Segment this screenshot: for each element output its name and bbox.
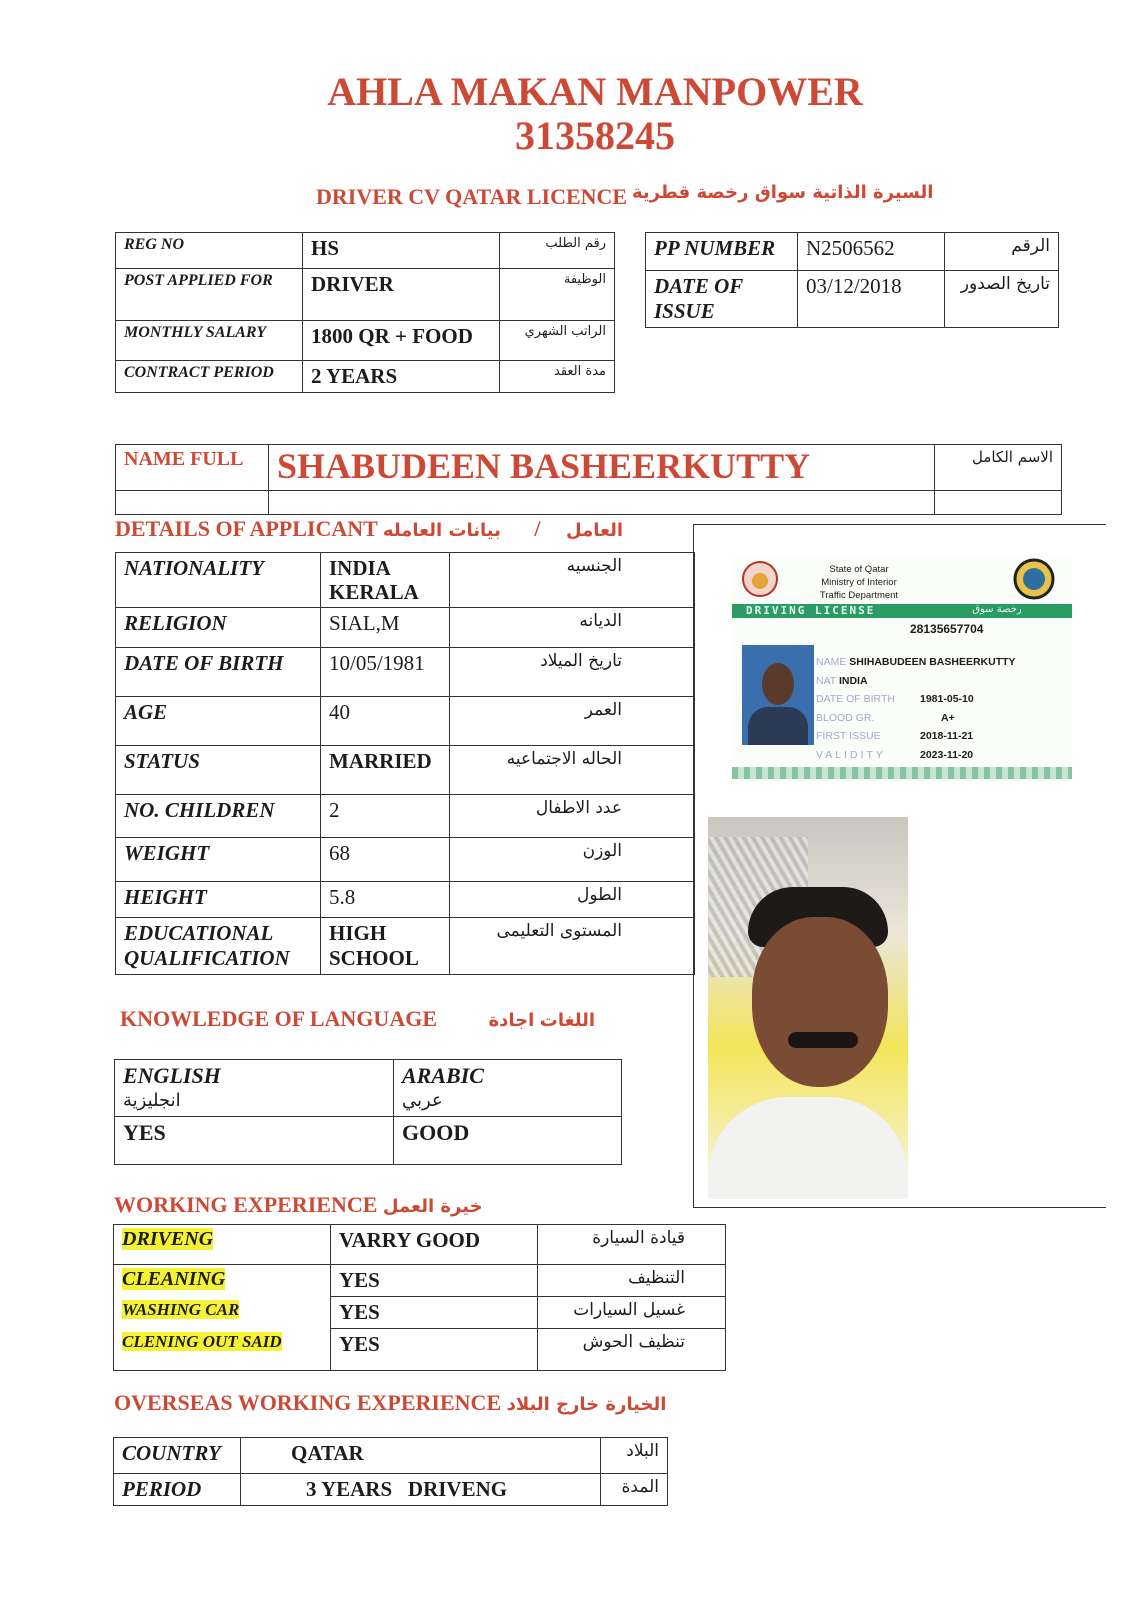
work-ar: قيادة السيارة (538, 1225, 726, 1265)
license-issue: 2018-11-21 (920, 730, 974, 742)
details-ar: الحاله الاجتماعيه (450, 746, 695, 795)
work-ar: غسيل السيارات (538, 1297, 726, 1329)
details-label: NATIONALITY (116, 553, 321, 608)
lang-english-value: YES (115, 1117, 394, 1165)
name-ar: الاسم الكامل (935, 445, 1062, 491)
details-heading-ar2: بيانات العامله (382, 520, 501, 541)
details-value: SIAL,M (321, 608, 450, 648)
details-ar: عدد الاطفال (450, 795, 695, 838)
details-heading (115, 516, 623, 542)
details-label: HEIGHT (116, 882, 321, 918)
license-blood-label: BLOOD GR. (816, 711, 875, 724)
work-skill (114, 1225, 331, 1265)
job-label: POST APPLIED FOR (116, 269, 303, 321)
driving-license-card (732, 555, 1072, 783)
work-ar: تنظيف الحوش (538, 1329, 726, 1371)
license-name-label: NAME (816, 656, 847, 668)
job-table (115, 232, 615, 393)
license-number: 28135657704 (910, 622, 984, 636)
details-label: RELIGION (116, 608, 321, 648)
details-label: DATE OF BIRTH (116, 648, 321, 697)
job-value: 2 YEARS (303, 361, 500, 393)
overseas-heading (114, 1390, 666, 1416)
details-value: MARRIED (321, 746, 450, 795)
license-state: State of Qatar (829, 564, 889, 575)
pp-ar: الرقم (945, 233, 1059, 271)
license-band-label: DRIVING LICENSE (746, 604, 876, 617)
language-table (114, 1059, 622, 1165)
overseas-label: PERIOD (114, 1474, 241, 1506)
details-heading-en: DETAILS OF APPLICANT (115, 516, 378, 541)
name-label: NAME FULL (116, 445, 269, 491)
company-name: AHLA MAKAN MANPOWER (327, 69, 863, 114)
details-value: 10/05/1981 (321, 648, 450, 697)
details-value: 68 (321, 838, 450, 882)
work-skill-label: DRIVENG (122, 1228, 214, 1250)
job-label: REG NO (116, 233, 303, 269)
license-photo (742, 645, 814, 745)
lang-arabic-value: GOOD (394, 1117, 622, 1165)
details-value: INDIA KERALA (321, 553, 450, 608)
license-dept: Traffic Department (819, 590, 899, 601)
details-ar: تاريخ الميلاد (450, 648, 695, 697)
work-table (113, 1224, 726, 1371)
details-value: HIGH SCHOOL (321, 918, 450, 975)
details-label: WEIGHT (116, 838, 321, 882)
job-value: 1800 QR + FOOD (303, 321, 500, 361)
pp-value: 03/12/2018 (798, 271, 945, 328)
license-issue-label: FIRST ISSUE (816, 730, 881, 742)
license-ministry: Ministry of Interior (821, 577, 897, 588)
work-skill-label: WASHING CAR (122, 1299, 240, 1319)
overseas-ar: البلاد (601, 1438, 668, 1474)
lang-english-ar: انجليزية (123, 1090, 181, 1111)
overseas-table (113, 1437, 668, 1506)
details-value: 40 (321, 697, 450, 746)
license-nat-label: NAT (816, 674, 837, 687)
language-heading (120, 1006, 595, 1032)
language-heading-en: KNOWLEDGE OF LANGUAGE (120, 1006, 437, 1031)
pp-ar: تاريخ الصدور (945, 271, 1059, 328)
overseas-value: QATAR (241, 1438, 601, 1474)
lang-arabic-head (394, 1060, 622, 1117)
work-heading-ar: خيرة العمل (382, 1196, 483, 1217)
work-heading (114, 1192, 483, 1218)
language-heading-ar: اللغات (539, 1010, 596, 1031)
job-ar: الوظيفة (500, 269, 615, 321)
license-band-ar: رخصة سوق (972, 604, 1022, 615)
details-ar: العمر (450, 697, 695, 746)
work-value: YES (331, 1265, 538, 1297)
details-ar: الديانه (450, 608, 695, 648)
work-skill-label: CLENING OUT SAID (122, 1331, 282, 1351)
name-table (115, 444, 1062, 515)
job-label: CONTRACT PERIOD (116, 361, 303, 393)
applicant-name: SHABUDEEN BASHEERKUTTY (269, 445, 935, 491)
job-ar: رقم الطلب (500, 233, 615, 269)
job-ar: الراتب الشهري (500, 321, 615, 361)
job-value: DRIVER (303, 269, 500, 321)
license-bottom-band (732, 767, 1072, 779)
lang-english-head (115, 1060, 394, 1117)
details-label: NO. CHILDREN (116, 795, 321, 838)
overseas-heading-en: OVERSEAS WORKING EXPERIENCE (114, 1390, 502, 1415)
job-ar: مدة العقد (500, 361, 615, 393)
company-phone: 31358245 (515, 113, 675, 158)
lang-english-label: ENGLISH (123, 1063, 221, 1088)
license-validity-label: VALIDITY (816, 748, 886, 761)
details-ar: المستوى التعليمى (450, 918, 695, 975)
details-heading-sep: / (534, 516, 541, 541)
work-heading-en: WORKING EXPERIENCE (114, 1192, 378, 1217)
overseas-label: COUNTRY (114, 1438, 241, 1474)
work-value: YES (331, 1297, 538, 1329)
work-skill-label: CLEANING (122, 1268, 226, 1290)
work-skill (114, 1265, 331, 1297)
pp-value: N2506562 (798, 233, 945, 271)
overseas-value: 3 YEARS DRIVENG (241, 1474, 601, 1506)
license-validity: 2023-11-20 (920, 748, 974, 761)
pp-label: PP NUMBER (646, 233, 798, 271)
details-heading-ar1: العامل (566, 520, 624, 541)
overseas-ar: المدة (601, 1474, 668, 1506)
license-nat: INDIA (838, 674, 868, 687)
pp-label: DATE OF ISSUE (646, 271, 798, 328)
work-value: VARRY GOOD (331, 1225, 538, 1265)
qatar-emblem-icon (740, 559, 780, 599)
details-value: 5.8 (321, 882, 450, 918)
job-label: MONTHLY SALARY (116, 321, 303, 361)
license-blood: A+ (941, 711, 955, 724)
license-name: SHIHABUDEEN BASHEERKUTTY (849, 656, 1016, 668)
details-value: 2 (321, 795, 450, 838)
passport-table (645, 232, 1059, 328)
overseas-heading-ar: الخيارة خارج البلاد (506, 1394, 667, 1415)
license-dob-label: DATE OF BIRTH (816, 693, 895, 705)
details-label: STATUS (116, 746, 321, 795)
cv-title-en: DRIVER CV QATAR LICENCE (316, 184, 628, 209)
job-value: HS (303, 233, 500, 269)
language-heading-ar2: اجادة (488, 1010, 535, 1031)
details-ar: الجنسيه (450, 553, 695, 608)
lang-arabic-label: ARABIC (402, 1063, 484, 1088)
license-dob: 1981-05-10 (920, 693, 974, 705)
details-label: EDUCATIONAL QUALIFICATION (116, 918, 321, 975)
cv-title-ar: السيرة الذاتية سواق رخصة قطرية (632, 182, 934, 203)
work-skill (114, 1297, 331, 1329)
details-ar: الطول (450, 882, 695, 918)
lang-arabic-ar: عربي (402, 1090, 443, 1111)
work-value: YES (331, 1329, 538, 1371)
traffic-emblem-icon (1012, 557, 1056, 601)
work-skill (114, 1329, 331, 1371)
details-table (115, 552, 695, 975)
work-ar: التنظيف (538, 1265, 726, 1297)
details-label: AGE (116, 697, 321, 746)
applicant-photo (708, 817, 908, 1199)
details-ar: الوزن (450, 838, 695, 882)
